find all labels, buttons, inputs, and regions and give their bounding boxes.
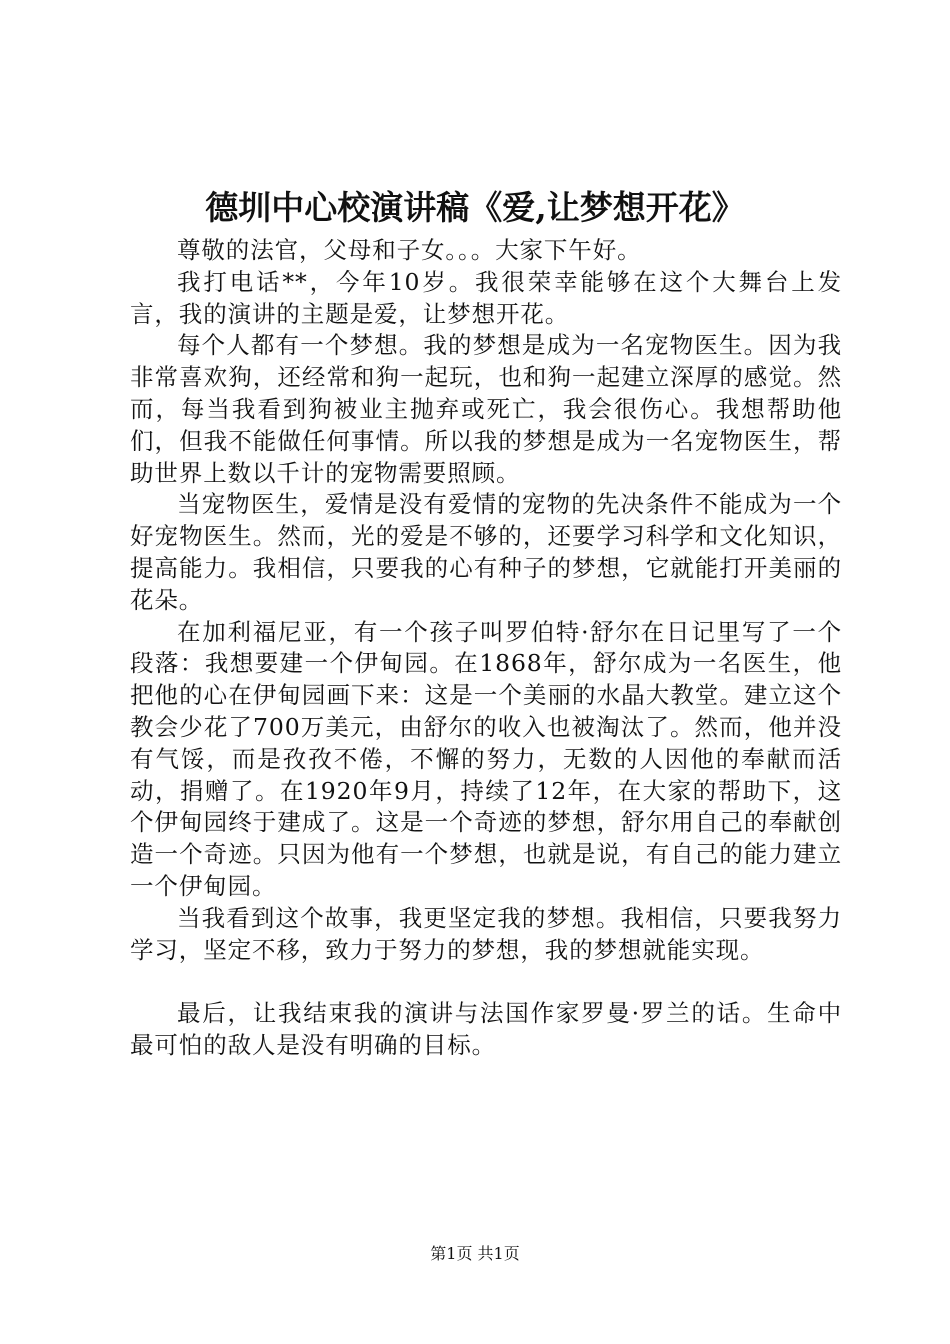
paragraph-dream: 每个人都有一个梦想。我的梦想是成为一名宠物医生。因为我非常喜欢狗，还经常和狗一起玩，也和狗一起建立深厚的感觉。然而，每当我看到狗被业主抛弃或死亡，我会很伤心。我想帮助他们，但我不能做任何事情。所以我的梦想是成为一名宠物医生，帮助世界上数以千计的宠物需要照顾。 — [130, 331, 842, 487]
paragraph-spacer — [130, 966, 842, 998]
document-title: 德圳中心校演讲稿《爱,让梦想开花》 — [205, 188, 745, 227]
paragraph-greeting: 尊敬的法官，父母和子女。。。大家下午好。 — [177, 236, 642, 264]
paragraph-resolve: 当我看到这个故事，我更坚定我的梦想。我相信，只要我努力学习，坚定不移，致力于努力的梦想，我的梦想就能实现。 — [130, 903, 842, 964]
page-footer: 第1页 共1页 — [430, 1244, 520, 1263]
paragraph-closing: 最后，让我结束我的演讲与法国作家罗曼·罗兰的话。生命中最可怕的敌人是没有明确的目标。 — [130, 999, 842, 1059]
paragraph-intro: 我打电话**，今年10岁。我很荣幸能够在这个大舞台上发言，我的演讲的主题是爱，让梦想开花。 — [130, 267, 842, 328]
document-body — [130, 235, 842, 1062]
paragraph-pet-doctor: 当宠物医生，爱情是没有爱情的宠物的先决条件不能成为一个好宠物医生。然而，光的爱是不够的，还要学习科学和文化知识，提高能力。我相信，只要我的心有种子的梦想，它就能打开美丽的花朵。 — [130, 490, 842, 614]
paragraph-story: 在加利福尼亚，有一个孩子叫罗伯特·舒尔在日记里写了一个段落：我想要建一个伊甸园。在1868年，舒尔成为一名医生，他把他的心在伊甸园画下来：这是一个美丽的水晶大教堂。建立这个教会少花了700万美元，由舒尔的收入也被淘汰了。然而，他并没有气馁，而是孜孜不倦，不懈的努力，无数的人因他的奉献而活动，捐赠了。在1920年9月，持续了12年，在大家的帮助下，这个伊甸园终于建成了。这是一个奇迹的梦想，舒尔用自己的奉献创造一个奇迹。只因为他有一个梦想，也就是说，有自己的能力建立一个伊甸园。 — [130, 617, 842, 900]
